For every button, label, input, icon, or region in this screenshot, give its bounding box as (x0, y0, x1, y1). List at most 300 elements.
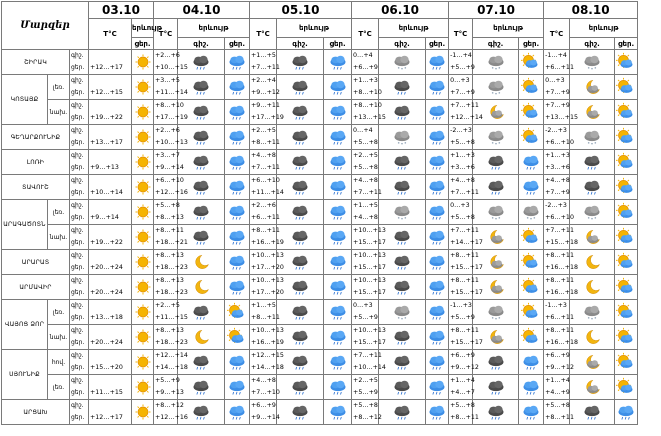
snow-cloud-icon (521, 203, 541, 221)
dark-rain-cloud-icon (290, 103, 310, 121)
rain-cloud-icon (427, 378, 447, 396)
night-temp: +7…+11 (545, 227, 574, 234)
night-weather-cell (570, 125, 615, 150)
dark-rain-cloud-icon (290, 403, 310, 421)
temperature-cell (89, 275, 132, 300)
temperature-cell (544, 225, 578, 250)
night-temp: +10…+13 (353, 227, 386, 234)
day-temp: +6…+9 (353, 64, 378, 71)
night-weather-cell (473, 300, 519, 325)
rain-cloud-icon (227, 128, 247, 146)
night-weather-cell (473, 350, 519, 375)
region-name: ԼՈՌԻ (2, 150, 70, 175)
temperature-cell (449, 200, 473, 225)
temperature-cell (154, 325, 188, 350)
night-weather-cell (473, 400, 519, 425)
day-temp: +12…+16 (155, 189, 188, 196)
partly-cloudy-icon (521, 328, 541, 346)
temperature-cell (250, 225, 284, 250)
night-temp: +2…+5 (353, 377, 378, 384)
partly-cloudy-icon (521, 128, 541, 146)
night-day-labels (70, 125, 89, 150)
partly-cloudy-icon (521, 103, 541, 121)
night-weather-cell (570, 150, 615, 175)
night-day-labels (70, 50, 89, 75)
day-temp: +12…+17 (90, 414, 123, 421)
day-temp: +15…+17 (353, 289, 386, 296)
day-weather-cell (615, 375, 638, 400)
night-temp: +7…+11 (450, 102, 479, 109)
subregion-label: լեռ. (48, 75, 70, 100)
day-weather-cell (426, 250, 449, 275)
subregion-label: հով. (48, 350, 70, 375)
dark-rain-cloud-icon (191, 353, 211, 371)
temperature-cell (154, 300, 188, 325)
night-weather-cell (473, 150, 519, 175)
day-temp: +16…+18 (545, 339, 578, 346)
day-temp: +9…+12 (545, 364, 574, 371)
rain-cloud-icon (427, 278, 447, 296)
dark-cloud-icon (392, 228, 412, 246)
night-label: գիշ. (71, 377, 84, 384)
rain-cloud-icon (227, 78, 247, 96)
partly-cloudy-icon (616, 253, 636, 271)
temperature-cell (449, 375, 473, 400)
temperature-cell (89, 375, 132, 400)
moon-icon (582, 328, 602, 346)
dark-rain-cloud-icon (290, 153, 310, 171)
night-day-labels (70, 300, 89, 325)
night-col-header: գիշ. (178, 38, 225, 50)
moon-icon (191, 253, 211, 271)
night-temp: +8…+11 (545, 277, 574, 284)
day-weather-cell (132, 300, 154, 325)
temperature-cell (89, 325, 132, 350)
date-header: 03.10 (89, 2, 154, 19)
night-weather-cell (178, 150, 225, 175)
night-weather-cell (379, 375, 426, 400)
day-temp: +18…+21 (155, 239, 188, 246)
temperature-cell (352, 250, 386, 275)
day-weather-cell (615, 225, 638, 250)
night-temp: +8…+11 (251, 227, 280, 234)
rain-cloud-icon (328, 253, 348, 271)
night-weather-cell (277, 150, 324, 175)
day-weather-cell (225, 100, 250, 125)
rain-cloud-icon (328, 328, 348, 346)
night-temp: +8…+13 (155, 277, 184, 284)
snow-cloud-icon (486, 128, 506, 146)
day-temp: +16…+18 (545, 264, 578, 271)
day-temp: +12…+17 (90, 64, 123, 71)
night-temp: +7…+11 (450, 227, 479, 234)
temperature-cell (154, 200, 184, 225)
rain-cloud-icon (328, 128, 348, 146)
day-weather-cell (324, 400, 352, 425)
partly-cloudy-icon (521, 303, 541, 321)
night-temp: +1…+4 (450, 377, 475, 384)
temperature-cell (449, 275, 483, 300)
day-temp: +20…+24 (90, 289, 123, 296)
day-weather-cell (132, 175, 154, 200)
day-weather-cell (426, 400, 449, 425)
day-weather-cell (426, 175, 449, 200)
day-temp: +9…+14 (90, 214, 119, 221)
night-temp: +10…+13 (353, 327, 386, 334)
rain-cloud-icon (227, 178, 247, 196)
day-temp: +7…+11 (251, 164, 280, 171)
day-temp: +5…+8 (353, 139, 378, 146)
day-weather-cell (225, 275, 250, 300)
day-weather-cell (426, 275, 449, 300)
day-temp: +8…+12 (353, 414, 382, 421)
temperature-cell (89, 300, 132, 325)
night-temp: +3…+5 (155, 77, 180, 84)
rain-cloud-icon (227, 278, 247, 296)
snow-cloud-icon (392, 203, 412, 221)
night-temp: +4…+8 (545, 177, 570, 184)
day-weather-cell (324, 225, 352, 250)
temperature-cell (154, 50, 188, 75)
temperature-cell (544, 50, 574, 75)
region-row (2, 75, 661, 100)
night-weather-cell (379, 150, 426, 175)
temperature-cell (250, 350, 284, 375)
night-temp: +6…+9 (251, 402, 276, 409)
night-label: գիշ. (71, 102, 84, 109)
region-row (2, 150, 661, 175)
region-row (2, 125, 661, 150)
night-label: գիշ. (71, 302, 84, 309)
night-temp: +2…+4 (251, 77, 276, 84)
night-weather-cell (379, 50, 426, 75)
rain-cloud-icon (521, 403, 541, 421)
day-weather-cell (519, 150, 544, 175)
night-label: գիշ. (71, 277, 84, 284)
dark-cloud-icon (486, 353, 506, 371)
temperature-cell (352, 300, 379, 325)
moon-cloud-icon (582, 103, 602, 121)
moon-cloud-icon (486, 103, 506, 121)
day-temp: +5…+9 (353, 389, 378, 396)
weather-col-header: երևույթ (132, 19, 154, 38)
night-temp: +8…+10 (155, 102, 184, 109)
day-temp: +16…+19 (251, 339, 284, 346)
day-weather-cell (519, 100, 544, 125)
rain-cloud-icon (427, 403, 447, 421)
dark-cloud-icon (392, 253, 412, 271)
night-temp: +5…+9 (155, 377, 180, 384)
day-weather-cell (426, 75, 449, 100)
day-weather-cell (426, 325, 449, 350)
temperature-cell (544, 400, 574, 425)
day-weather-cell (225, 225, 250, 250)
night-temp: +8…+11 (450, 277, 479, 284)
temperature-cell (544, 300, 574, 325)
rain-cloud-icon (328, 78, 348, 96)
temperature-cell (154, 350, 188, 375)
partly-cloudy-icon (616, 153, 636, 171)
night-weather-cell (277, 300, 324, 325)
region-row (2, 225, 661, 250)
day-weather-cell (324, 300, 352, 325)
day-temp: +13…+15 (545, 114, 578, 121)
temperature-cell (154, 275, 188, 300)
night-temp: +2…+5 (155, 302, 180, 309)
day-label: ցեր. (71, 64, 85, 71)
temperature-cell (250, 175, 284, 200)
night-temp (90, 75, 131, 87)
temperature-cell (89, 225, 132, 250)
partly-cloudy-icon (616, 53, 636, 71)
dark-rain-cloud-icon (290, 303, 310, 321)
temperature-cell (352, 125, 379, 150)
day-weather-cell (225, 400, 250, 425)
moon-cloud-icon (582, 228, 602, 246)
day-weather-cell (519, 50, 544, 75)
day-label: ցեր. (71, 89, 85, 96)
partly-cloudy-icon (616, 303, 636, 321)
region-name: ԱՐԱՐԱՏ (2, 250, 70, 275)
night-label: գիշ. (71, 402, 84, 409)
day-weather-cell (615, 125, 638, 150)
day-weather-cell (615, 350, 638, 375)
snow-cloud-icon (582, 203, 602, 221)
night-temp: +8…+12 (155, 402, 184, 409)
night-temp: +2…+5 (251, 127, 276, 134)
temperature-cell (154, 150, 184, 175)
day-weather-cell (132, 375, 154, 400)
temperature-cell (89, 75, 132, 100)
day-weather-cell (426, 300, 449, 325)
day-weather-cell (132, 250, 154, 275)
night-temp (90, 150, 131, 162)
day-temp: +12…+14 (450, 114, 483, 121)
night-temp: +7…+9 (545, 102, 570, 109)
partly-cloudy-icon (521, 53, 541, 71)
day-weather-cell (132, 275, 154, 300)
night-label: գիշ. (71, 227, 84, 234)
night-label: գիշ. (71, 352, 84, 359)
night-weather-cell (379, 300, 426, 325)
night-weather-cell (473, 125, 519, 150)
day-temp: +8…+11 (450, 414, 479, 421)
sun-icon (133, 103, 153, 121)
day-weather-cell (324, 375, 352, 400)
day-temp: +5…+8 (353, 164, 378, 171)
night-temp: -2…+3 (450, 127, 472, 134)
temperature-cell (250, 300, 280, 325)
day-col-header: ցեր. (426, 38, 449, 50)
day-weather-cell (426, 200, 449, 225)
night-temp: +8…+11 (450, 252, 479, 259)
moon-cloud-icon (582, 78, 602, 96)
temperature-cell (89, 200, 132, 225)
region-name: ՎԱՅՈՑ ՁՈՐ (2, 300, 48, 350)
moon-cloud-icon (582, 353, 602, 371)
night-temp (90, 250, 131, 262)
rain-cloud-icon (328, 103, 348, 121)
sun-icon (133, 153, 153, 171)
day-temp: +9…+13 (155, 389, 184, 396)
day-temp: +13…+18 (90, 314, 123, 321)
region-row (2, 375, 661, 400)
snow-cloud-icon (486, 78, 506, 96)
night-temp: +6…+10 (251, 177, 280, 184)
temperature-cell (89, 125, 132, 150)
day-temp: +12…+15 (90, 89, 123, 96)
sun-icon (133, 128, 153, 146)
day-weather-cell (324, 275, 352, 300)
night-temp: -1…+3 (545, 302, 567, 309)
day-weather-cell (615, 275, 638, 300)
night-temp: +9…+11 (251, 102, 280, 109)
partly-cloudy-icon (616, 228, 636, 246)
night-temp: +2…+6 (155, 52, 180, 59)
date-header: 07.10 (449, 2, 544, 19)
night-temp: +10…+13 (353, 277, 386, 284)
partly-cloudy-icon (616, 78, 636, 96)
temperature-cell (154, 375, 184, 400)
day-weather-cell (615, 400, 638, 425)
temperature-cell (352, 400, 382, 425)
dark-cloud-icon (582, 153, 602, 171)
partly-cloudy-icon (616, 203, 636, 221)
day-temp: +9…+13 (90, 164, 119, 171)
day-temp: +20…+24 (90, 339, 123, 346)
dark-rain-cloud-icon (191, 303, 211, 321)
day-weather-cell (132, 325, 154, 350)
weather-col-header: երևույթ (473, 19, 544, 38)
day-weather-cell (225, 150, 250, 175)
subregion-label: նախ. (48, 100, 70, 125)
rain-cloud-icon (227, 203, 247, 221)
rain-cloud-icon (328, 403, 348, 421)
night-col-header: գիշ. (570, 38, 615, 50)
rain-cloud-icon (427, 103, 447, 121)
temperature-cell (352, 375, 379, 400)
partly-cloudy-icon (616, 378, 636, 396)
partly-cloudy-icon (521, 78, 541, 96)
day-temp: +18…+23 (155, 264, 188, 271)
day-weather-cell (324, 325, 352, 350)
moon-cloud-icon (582, 378, 602, 396)
dark-cloud-icon (392, 153, 412, 171)
night-temp (90, 400, 131, 412)
day-temp: +9…+14 (251, 414, 280, 421)
moon-cloud-icon (486, 253, 506, 271)
night-weather-cell (379, 400, 426, 425)
temperature-cell (352, 50, 379, 75)
night-weather-cell (473, 75, 519, 100)
night-temp (90, 200, 131, 212)
region-name: ԱՐՑԱԽ (2, 400, 70, 425)
temperature-cell (544, 175, 570, 200)
dark-rain-cloud-icon (290, 278, 310, 296)
night-label: գիշ. (71, 177, 84, 184)
night-label: գիշ. (71, 77, 84, 84)
rain-cloud-icon (521, 378, 541, 396)
day-weather-cell (132, 350, 154, 375)
night-day-labels (70, 150, 89, 175)
sun-icon (133, 303, 153, 321)
rain-cloud-icon (427, 303, 447, 321)
temperature-cell (352, 225, 386, 250)
day-weather-cell (225, 325, 250, 350)
day-weather-cell (132, 150, 154, 175)
night-temp: +5…+8 (155, 202, 180, 209)
temperature-cell (544, 250, 578, 275)
region-row (2, 325, 661, 350)
rain-cloud-icon (227, 353, 247, 371)
night-label: գիշ. (71, 52, 84, 59)
temperature-cell (352, 175, 382, 200)
temperature-cell (449, 325, 483, 350)
region-row (2, 275, 661, 300)
day-weather-cell (225, 75, 250, 100)
rain-cloud-icon (328, 353, 348, 371)
night-temp (90, 275, 131, 287)
rain-cloud-icon (427, 53, 447, 71)
day-weather-cell (426, 125, 449, 150)
rain-cloud-icon (521, 153, 541, 171)
day-weather-cell (615, 250, 638, 275)
dark-rain-cloud-icon (290, 328, 310, 346)
rain-cloud-icon (328, 153, 348, 171)
day-temp: +11…+15 (90, 389, 123, 396)
dark-rain-cloud-icon (191, 153, 211, 171)
day-temp: +7…+9 (545, 189, 570, 196)
snow-cloud-icon (582, 303, 602, 321)
night-day-labels (70, 175, 89, 200)
snow-cloud-icon (486, 53, 506, 71)
night-temp: +1…+5 (251, 302, 276, 309)
night-temp: +5…+8 (353, 402, 378, 409)
dark-cloud-icon (486, 153, 506, 171)
day-col-header: ցեր. (615, 38, 638, 50)
rain-cloud-icon (328, 178, 348, 196)
night-weather-cell (570, 175, 615, 200)
temperature-cell (89, 350, 132, 375)
snow-cloud-icon (486, 303, 506, 321)
night-weather-cell (570, 400, 615, 425)
night-temp: +6…+9 (545, 352, 570, 359)
night-temp: +2…+5 (353, 152, 378, 159)
night-weather-cell (570, 375, 615, 400)
night-temp: +1…+3 (353, 77, 378, 84)
temperature-cell (352, 100, 386, 125)
night-temp: 0…+3 (545, 77, 565, 84)
sun-icon (133, 53, 153, 71)
day-weather-cell (324, 50, 352, 75)
night-weather-cell (277, 400, 324, 425)
rain-cloud-icon (521, 178, 541, 196)
dark-rain-cloud-icon (191, 228, 211, 246)
night-day-labels (70, 400, 89, 425)
rain-cloud-icon (227, 228, 247, 246)
night-temp: +4…+8 (251, 377, 276, 384)
region-row (2, 175, 661, 200)
day-col-header: ցեր. (324, 38, 352, 50)
partly-cloudy-icon (227, 328, 247, 346)
region-name: ԱՐՄԱՎԻՐ (2, 275, 70, 300)
night-temp: +5…+8 (545, 402, 570, 409)
day-label: ցեր. (71, 164, 85, 171)
temperature-cell (449, 150, 473, 175)
night-day-labels (70, 250, 89, 275)
temperature-cell (449, 225, 483, 250)
temperature-cell (250, 250, 284, 275)
